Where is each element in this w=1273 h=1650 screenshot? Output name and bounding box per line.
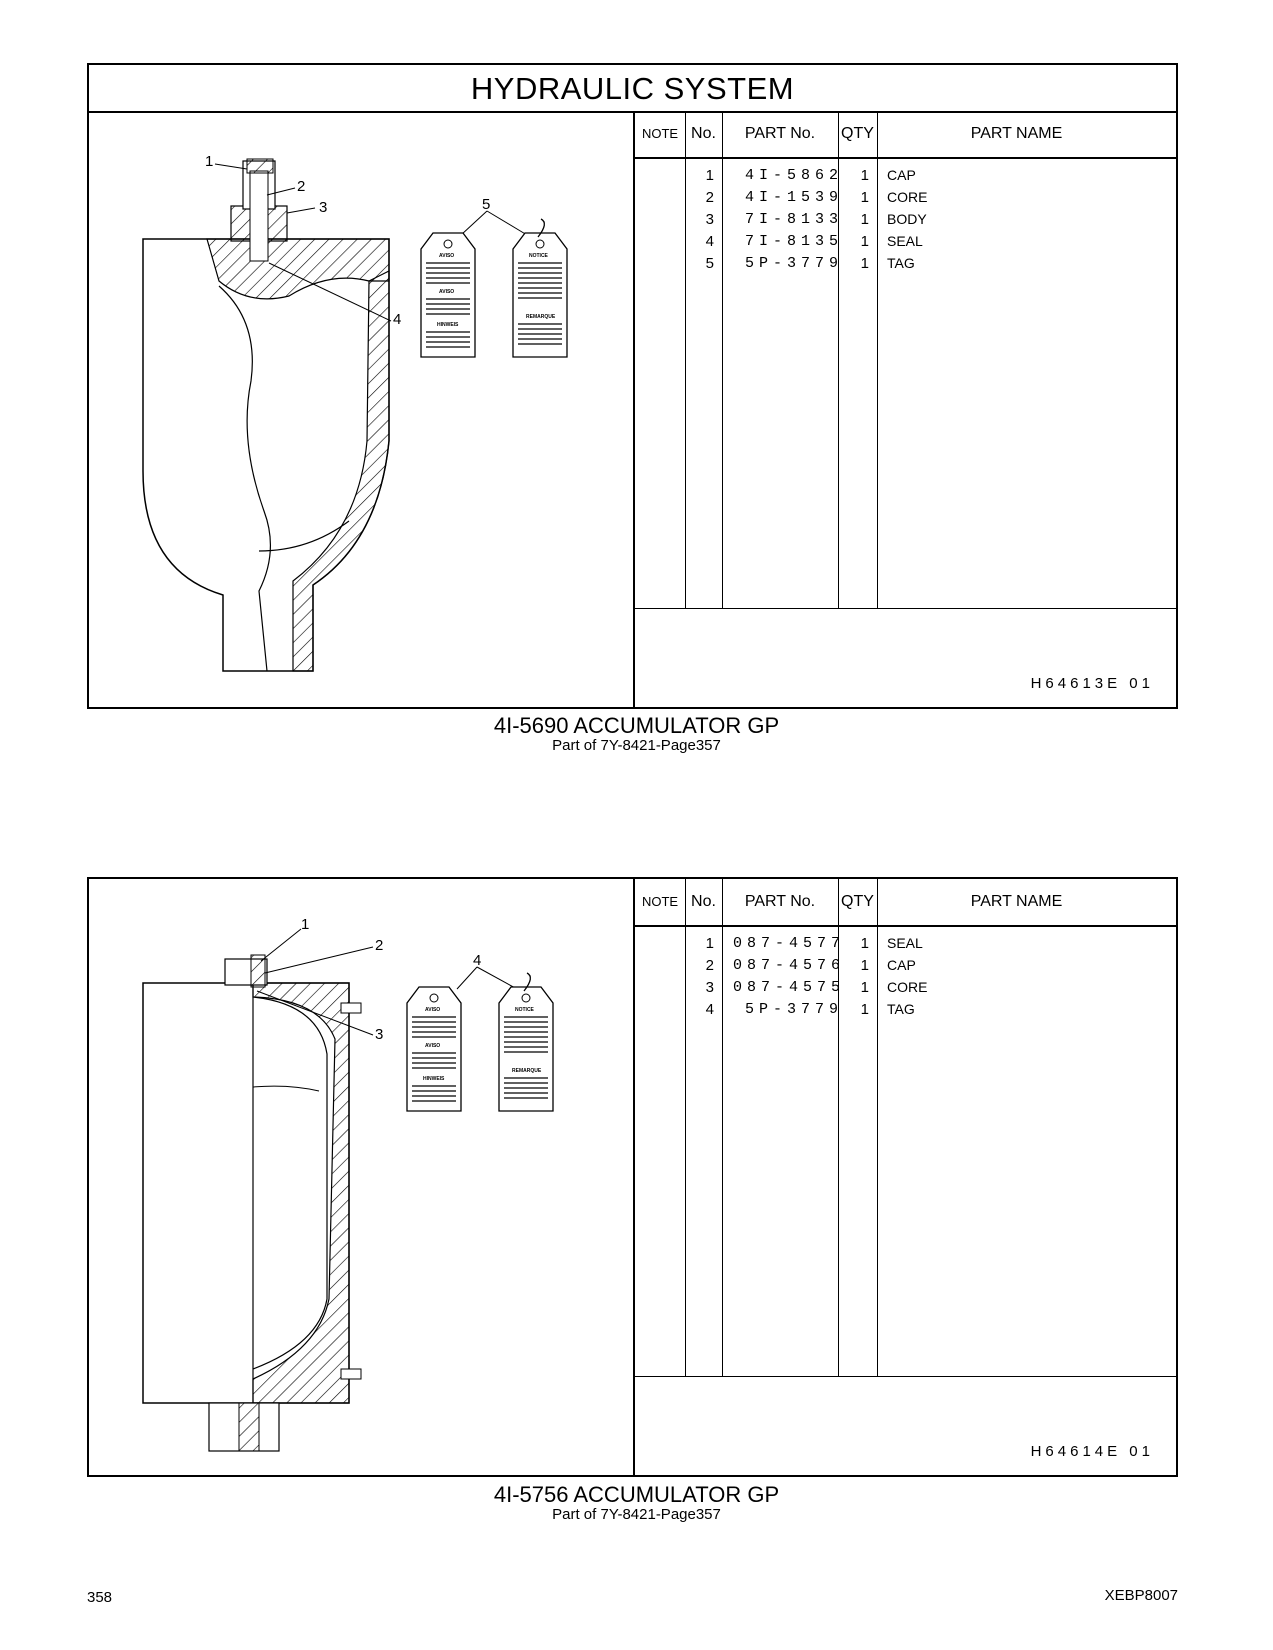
header-part-name: PART NAME xyxy=(970,125,1063,142)
caption-subtitle: Part of 7Y-8421-Page357 xyxy=(552,737,721,754)
accumulator-drawing-2 xyxy=(89,879,635,1475)
header-part-no: PART No. xyxy=(744,125,816,142)
svg-text:HINWEIS: HINWEIS xyxy=(423,1076,445,1082)
section-2-illustration xyxy=(89,879,635,1475)
section-1-caption xyxy=(0,714,1273,754)
callout-4: 4 xyxy=(393,311,402,328)
svg-text:AVISO: AVISO xyxy=(439,289,455,295)
section-1-illustration xyxy=(89,111,635,707)
section-2-parts-table xyxy=(635,879,1176,1475)
svg-text:REMARQUE: REMARQUE xyxy=(512,1068,542,1074)
header-no: No. xyxy=(691,125,716,142)
header-note: NOTE xyxy=(641,894,679,909)
tag-left-shape xyxy=(407,987,461,1111)
drawing-code: H64613E 01 xyxy=(1030,675,1154,692)
header-qty: QTY xyxy=(841,125,874,142)
caption-subtitle: Part of 7Y-8421-Page357 xyxy=(552,1506,721,1523)
table-row: 4 7I-8135 1 SEAL xyxy=(705,233,923,250)
callout-1: 1 xyxy=(301,916,310,933)
section-2-frame xyxy=(87,877,1178,1477)
svg-text:HINWEIS: HINWEIS xyxy=(437,322,459,328)
header-qty: QTY xyxy=(841,893,874,910)
caption-title: 4I-5690 ACCUMULATOR GP xyxy=(493,713,780,738)
svg-text:AVISO: AVISO xyxy=(425,1007,441,1013)
table-row: 4 5P-3779 1 TAG xyxy=(705,1001,915,1018)
callout-1: 1 xyxy=(205,153,214,170)
caption-title: 4I-5756 ACCUMULATOR GP xyxy=(493,1482,780,1507)
callout-4: 4 xyxy=(473,952,482,969)
callout-5: 5 xyxy=(482,196,491,213)
callout-2: 2 xyxy=(375,937,384,954)
callout-2: 2 xyxy=(297,178,306,195)
header-no: No. xyxy=(691,893,716,910)
svg-text:NOTICE: NOTICE xyxy=(515,1007,534,1013)
table-header xyxy=(635,111,1176,159)
page-number: 358 xyxy=(87,1589,113,1606)
table-row: 5 5P-3779 1 TAG xyxy=(705,255,915,272)
svg-text:REMARQUE: REMARQUE xyxy=(526,314,556,320)
section-1-parts-table xyxy=(635,111,1176,707)
section-2-caption xyxy=(0,1483,1273,1523)
svg-text:AVISO: AVISO xyxy=(425,1043,441,1049)
table-row: 1 087-4577 1 SEAL xyxy=(705,935,923,952)
header-part-name: PART NAME xyxy=(970,893,1063,910)
page-title: HYDRAULIC SYSTEM xyxy=(89,65,1176,113)
tag-left-shape xyxy=(421,233,475,357)
svg-text:NOTICE: NOTICE xyxy=(529,253,548,259)
table-row: 3 7I-8133 1 BODY xyxy=(705,211,927,228)
header-part-no: PART No. xyxy=(744,893,816,910)
document-code: XEBP8007 xyxy=(1104,1587,1178,1604)
drawing-code: H64614E 01 xyxy=(1030,1443,1154,1460)
callout-3: 3 xyxy=(375,1026,384,1043)
table-row: 3 087-4575 1 CORE xyxy=(705,979,928,996)
table-header xyxy=(635,879,1176,927)
table-row: 2 4I-1539 1 CORE xyxy=(705,189,928,206)
accumulator-drawing-1 xyxy=(89,111,635,707)
callout-3: 3 xyxy=(319,199,328,216)
header-note: NOTE xyxy=(641,126,679,141)
table-row: 1 4I-5862 1 CAP xyxy=(705,167,916,184)
section-1-frame xyxy=(87,63,1178,709)
table-row: 2 087-4576 1 CAP xyxy=(705,957,916,974)
svg-text:AVISO: AVISO xyxy=(439,253,455,259)
